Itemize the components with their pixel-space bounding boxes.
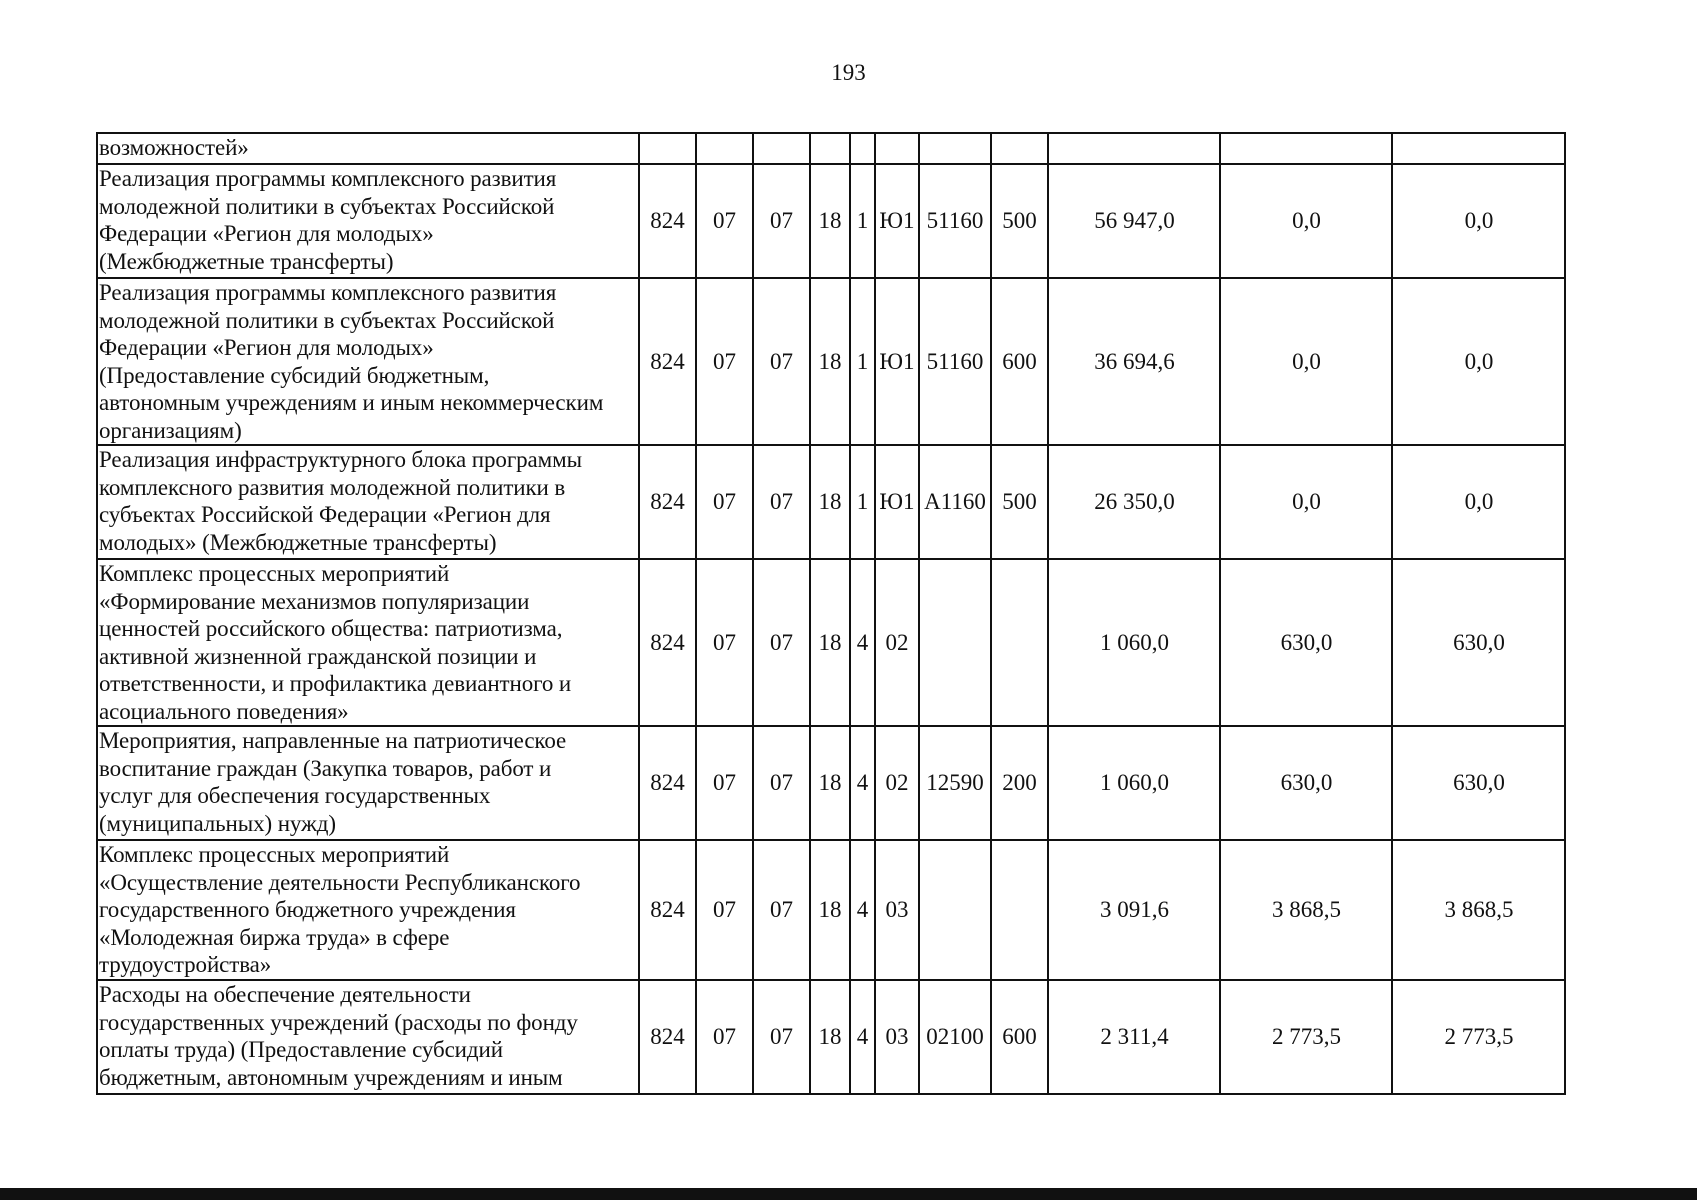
expense-name-line: асоциального поведения» (99, 698, 349, 724)
project-code-cell (875, 133, 919, 164)
expense-name-cell (97, 278, 639, 445)
subprogram-code-cell: 1 (850, 278, 875, 445)
expense-type-cell: 600 (991, 980, 1048, 1094)
expense-name-line: Федерации «Регион для молодых» (99, 335, 434, 360)
amount-year-1-cell: 26 350,0 (1048, 445, 1220, 559)
project-code-cell: Ю1 (875, 278, 919, 445)
expense-name-line: (Предоставление субсидий бюджетным, (99, 362, 490, 388)
amount-year-2-cell (1220, 133, 1392, 164)
expense-name-line: «Формирование механизмов популяризации (99, 588, 530, 614)
direction-code-cell: А1160 (919, 445, 991, 559)
amount-year-3-cell: 3 868,5 (1392, 840, 1565, 980)
section-code-cell (696, 133, 753, 164)
amount-year-2-cell: 0,0 (1220, 164, 1392, 278)
expense-name-line: трудоустройства» (99, 952, 272, 977)
amount-year-1-cell: 3 091,6 (1048, 840, 1220, 980)
expense-name-line: организациям) (99, 417, 242, 443)
budget-table (96, 132, 1566, 1095)
section-code-cell: 07 (696, 278, 753, 445)
table-body (97, 133, 1565, 1094)
expense-name-line: активной жизненной гражданской позиции и (99, 643, 537, 669)
expense-type-cell (991, 133, 1048, 164)
direction-code-cell: 12590 (919, 726, 991, 840)
section-code-cell: 07 (696, 559, 753, 726)
amount-year-1-cell: 2 311,4 (1048, 980, 1220, 1094)
expense-name-line: ценностей российского общества: патриотизма, (99, 616, 563, 641)
subprogram-code-cell: 4 (850, 840, 875, 980)
amount-year-3-cell: 630,0 (1392, 559, 1565, 726)
subprogram-code-cell: 4 (850, 726, 875, 840)
amount-year-3-cell: 2 773,5 (1392, 980, 1565, 1094)
admin-code-cell: 824 (639, 445, 696, 559)
expense-name-line: «Молодежная биржа труда» в сфере (99, 924, 450, 950)
expense-name-cell (97, 840, 639, 980)
expense-name-cell (97, 164, 639, 278)
expense-type-cell: 200 (991, 726, 1048, 840)
project-code-cell: 02 (875, 559, 919, 726)
page-number: 193 (831, 60, 866, 85)
project-code-cell: 03 (875, 980, 919, 1094)
expense-name-line: Расходы на обеспечение деятельности (99, 982, 471, 1007)
expense-name-line: ответственности, и профилактика девиантного и (99, 671, 572, 696)
section-code-cell: 07 (696, 445, 753, 559)
expense-name-line: молодежной политики в субъектах Российской (99, 193, 555, 219)
table-row (97, 840, 1565, 980)
amount-year-1-cell (1048, 133, 1220, 164)
expense-type-cell: 500 (991, 445, 1048, 559)
subprogram-code-cell: 4 (850, 559, 875, 726)
project-code-cell: 02 (875, 726, 919, 840)
table-row (97, 278, 1565, 445)
amount-year-2-cell: 2 773,5 (1220, 980, 1392, 1094)
expense-name-cell (97, 726, 639, 840)
amount-year-1-cell: 1 060,0 (1048, 726, 1220, 840)
amount-year-2-cell: 630,0 (1220, 726, 1392, 840)
bottom-border-bar (0, 1188, 1697, 1200)
subprogram-code-cell: 1 (850, 445, 875, 559)
subsection-code-cell: 07 (753, 980, 810, 1094)
amount-year-2-cell: 630,0 (1220, 559, 1392, 726)
expense-type-cell: 500 (991, 164, 1048, 278)
admin-code-cell: 824 (639, 980, 696, 1094)
direction-code-cell: 51160 (919, 278, 991, 445)
expense-name-cell (97, 133, 639, 164)
program-code-cell (810, 133, 850, 164)
amount-year-2-cell: 3 868,5 (1220, 840, 1392, 980)
amount-year-1-cell: 36 694,6 (1048, 278, 1220, 445)
expense-name-line: Мероприятия, направленные на патриотическое (99, 728, 567, 753)
expense-type-cell (991, 840, 1048, 980)
expense-name-line: Комплекс процессных мероприятий (99, 842, 450, 867)
subprogram-code-cell: 4 (850, 980, 875, 1094)
direction-code-cell (919, 840, 991, 980)
expense-name-line: государственного бюджетного учреждения (99, 897, 516, 922)
section-code-cell: 07 (696, 980, 753, 1094)
expense-name-line: молодых» (Межбюджетные трансферты) (99, 529, 497, 555)
expense-type-cell: 600 (991, 278, 1048, 445)
amount-year-3-cell: 0,0 (1392, 445, 1565, 559)
expense-name-line: Реализация программы комплексного развития (99, 280, 557, 305)
project-code-cell: Ю1 (875, 445, 919, 559)
amount-year-3-cell (1392, 133, 1565, 164)
expense-name-line: оплаты труда) (Предоставление субсидий (99, 1037, 503, 1062)
expense-name-line: возможностей» (99, 135, 249, 160)
program-code-cell: 18 (810, 278, 850, 445)
expense-name-line: Реализация инфраструктурного блока программы (99, 447, 582, 472)
admin-code-cell: 824 (639, 559, 696, 726)
table-row (97, 164, 1565, 278)
section-code-cell: 07 (696, 164, 753, 278)
section-code-cell: 07 (696, 840, 753, 980)
table-row (97, 980, 1565, 1094)
direction-code-cell (919, 133, 991, 164)
amount-year-2-cell: 0,0 (1220, 445, 1392, 559)
subsection-code-cell: 07 (753, 559, 810, 726)
program-code-cell: 18 (810, 840, 850, 980)
amount-year-1-cell: 56 947,0 (1048, 164, 1220, 278)
expense-name-line: услуг для обеспечения государственных (99, 783, 491, 808)
table-row (97, 133, 1565, 164)
subsection-code-cell: 07 (753, 840, 810, 980)
subsection-code-cell (753, 133, 810, 164)
amount-year-2-cell: 0,0 (1220, 278, 1392, 445)
expense-name-line: воспитание граждан (Закупка товаров, работ и (99, 755, 552, 781)
amount-year-1-cell: 1 060,0 (1048, 559, 1220, 726)
expense-name-line: (Межбюджетные трансферты) (99, 248, 394, 274)
expense-name-line: молодежной политики в субъектах Российской (99, 307, 555, 333)
direction-code-cell (919, 559, 991, 726)
direction-code-cell: 02100 (919, 980, 991, 1094)
expense-name-cell (97, 559, 639, 726)
subsection-code-cell: 07 (753, 278, 810, 445)
admin-code-cell: 824 (639, 278, 696, 445)
amount-year-3-cell: 630,0 (1392, 726, 1565, 840)
subprogram-code-cell: 1 (850, 164, 875, 278)
admin-code-cell (639, 133, 696, 164)
expense-name-cell (97, 445, 639, 559)
expense-name-line: комплексного развития молодежной политики в (99, 474, 566, 500)
subsection-code-cell: 07 (753, 726, 810, 840)
table-row (97, 726, 1565, 840)
table-row (97, 445, 1565, 559)
subprogram-code-cell (850, 133, 875, 164)
expense-name-line: субъектах Российской Федерации «Регион для (99, 502, 551, 527)
program-code-cell: 18 (810, 559, 850, 726)
direction-code-cell: 51160 (919, 164, 991, 278)
program-code-cell: 18 (810, 164, 850, 278)
expense-name-line: бюджетным, автономным учреждениям и иным (99, 1064, 563, 1090)
amount-year-3-cell: 0,0 (1392, 278, 1565, 445)
expense-name-line: (муниципальных) нужд) (99, 810, 336, 836)
subsection-code-cell: 07 (753, 164, 810, 278)
project-code-cell: 03 (875, 840, 919, 980)
expense-name-line: государственных учреждений (расходы по фонду (99, 1009, 578, 1035)
expense-name-line: «Осуществление деятельности Республиканского (99, 869, 581, 895)
expense-name-line: автономным учреждениям и иным некоммерческим (99, 390, 604, 415)
expense-name-line: Федерации «Регион для молодых» (99, 221, 434, 246)
expense-type-cell (991, 559, 1048, 726)
subsection-code-cell: 07 (753, 445, 810, 559)
program-code-cell: 18 (810, 726, 850, 840)
expense-name-cell (97, 980, 639, 1094)
project-code-cell: Ю1 (875, 164, 919, 278)
section-code-cell: 07 (696, 726, 753, 840)
program-code-cell: 18 (810, 445, 850, 559)
amount-year-3-cell: 0,0 (1392, 164, 1565, 278)
admin-code-cell: 824 (639, 726, 696, 840)
program-code-cell: 18 (810, 980, 850, 1094)
expense-name-line: Реализация программы комплексного развития (99, 166, 557, 191)
expense-name-line: Комплекс процессных мероприятий (99, 561, 450, 586)
table-row (97, 559, 1565, 726)
admin-code-cell: 824 (639, 840, 696, 980)
admin-code-cell: 824 (639, 164, 696, 278)
